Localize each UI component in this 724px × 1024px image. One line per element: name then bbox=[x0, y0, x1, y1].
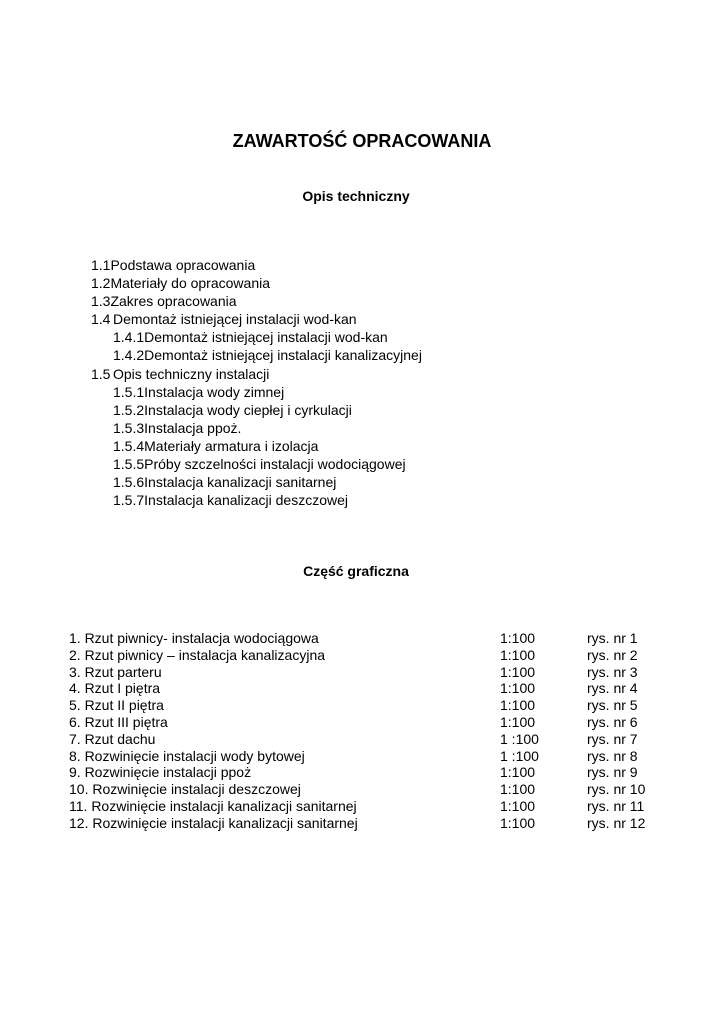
section-heading-graphic-part: Część graficzna bbox=[303, 563, 409, 579]
drawing-ref: rys. nr 4 bbox=[587, 680, 638, 697]
toc-item-text: Instalacja kanalizacji deszczowej bbox=[144, 492, 349, 509]
drawing-scale: 1:100 bbox=[500, 663, 536, 680]
page-title: ZAWARTOŚĆ OPRACOWANIA bbox=[232, 131, 492, 151]
drawing-scale: 1:100 bbox=[500, 630, 536, 646]
section-heading-technical-description: Opis techniczny bbox=[302, 188, 410, 204]
toc-item bbox=[0, 310, 724, 328]
drawing-ref: rys. nr 11 bbox=[587, 797, 645, 814]
toc-item-text: Demontaż istniejącej instalacji wod-kan bbox=[113, 311, 357, 328]
drawing-row bbox=[69, 680, 669, 697]
drawing-row bbox=[69, 714, 669, 731]
drawing-name: 9. Rozwinięcie instalacji ppoż bbox=[69, 764, 252, 781]
toc-item-number: 1.4.2 bbox=[113, 347, 145, 364]
toc-item-text: Próby szczelności instalacji wodociągowej bbox=[144, 456, 406, 473]
toc-item bbox=[0, 346, 724, 364]
drawing-scale: 1:100 bbox=[500, 713, 536, 730]
toc-item-number: 1.4 bbox=[91, 311, 111, 328]
toc-item-text: Opis techniczny instalacji bbox=[113, 365, 270, 382]
toc-item bbox=[0, 365, 724, 383]
drawing-ref: rys. nr 7 bbox=[587, 730, 638, 747]
toc-item bbox=[0, 491, 724, 509]
toc-item-number: 1.5.6 bbox=[113, 474, 145, 491]
drawing-ref: rys. nr 6 bbox=[587, 713, 638, 730]
drawing-row bbox=[69, 764, 669, 781]
toc-item-text: Materiały do opracowania bbox=[110, 275, 270, 292]
drawing-scale: 1:100 bbox=[500, 697, 536, 714]
drawing-scale: 1:100 bbox=[500, 680, 536, 697]
toc-item-text: Instalacja ppoż. bbox=[144, 419, 242, 436]
toc-item bbox=[0, 383, 724, 401]
toc-item bbox=[0, 401, 724, 419]
drawing-name: 10. Rozwinięcie instalacji deszczowej bbox=[69, 781, 301, 798]
drawing-scale: 1 :100 bbox=[500, 747, 539, 764]
toc-item-text: Materiały armatura i izolacja bbox=[144, 437, 319, 454]
drawing-row bbox=[69, 647, 669, 664]
drawing-row bbox=[69, 815, 669, 832]
drawing-scale: 1:100 bbox=[500, 814, 536, 831]
drawing-list bbox=[69, 630, 669, 832]
drawing-ref: rys. nr 9 bbox=[587, 764, 638, 781]
drawing-name: 5. Rzut II piętra bbox=[69, 697, 164, 714]
drawing-row bbox=[69, 748, 669, 765]
drawing-ref: rys. nr 2 bbox=[587, 646, 638, 663]
toc-item-number: 1.5.4 bbox=[113, 437, 145, 454]
drawing-row bbox=[69, 697, 669, 714]
drawing-name: 1. Rzut piwnicy- instalacja wodociągowa bbox=[69, 630, 319, 646]
toc-item bbox=[0, 292, 724, 310]
drawing-name: 8. Rozwinięcie instalacji wody bytowej bbox=[69, 747, 305, 764]
drawing-name: 6. Rzut III piętra bbox=[69, 713, 168, 730]
drawing-row bbox=[69, 731, 669, 748]
toc-item-number: 1.5.2 bbox=[113, 401, 145, 418]
toc-item bbox=[0, 328, 724, 346]
drawing-row bbox=[69, 664, 669, 681]
drawing-scale: 1 :100 bbox=[500, 730, 539, 747]
toc-item-text: Demontaż istniejącej instalacji kanalizacyjnej bbox=[144, 347, 422, 364]
drawing-row bbox=[69, 798, 669, 815]
toc-item-number: 1.2 bbox=[91, 275, 111, 292]
drawing-scale: 1:100 bbox=[500, 797, 536, 814]
toc-item-text: Instalacja wody zimnej bbox=[144, 383, 285, 400]
toc-item-number: 1.3 bbox=[91, 293, 111, 310]
toc-item-number: 1.1 bbox=[91, 257, 111, 273]
drawing-row bbox=[69, 781, 669, 798]
toc-item bbox=[0, 473, 724, 491]
drawing-ref: rys. nr 10 bbox=[587, 781, 646, 798]
drawing-name: 3. Rzut parteru bbox=[69, 663, 162, 680]
toc-item-number: 1.4.1 bbox=[113, 329, 145, 346]
toc-item-number: 1.5.3 bbox=[113, 419, 145, 436]
table-of-contents bbox=[0, 256, 724, 509]
drawing-name: 12. Rozwinięcie instalacji kanalizacji sanitarnej bbox=[69, 814, 358, 831]
drawing-scale: 1:100 bbox=[500, 781, 536, 798]
drawing-ref: rys. nr 12 bbox=[587, 814, 646, 831]
drawing-name: 11. Rozwinięcie instalacji kanalizacji sanitarnej bbox=[69, 797, 357, 814]
toc-item bbox=[0, 437, 724, 455]
toc-item-number: 1.5.5 bbox=[113, 456, 145, 473]
drawing-name: 2. Rzut piwnicy – instalacja kanalizacyjna bbox=[69, 646, 326, 663]
toc-item bbox=[0, 256, 724, 274]
toc-item bbox=[0, 455, 724, 473]
drawing-ref: rys. nr 1 bbox=[587, 630, 638, 646]
toc-item-text: Instalacja wody ciepłej i cyrkulacji bbox=[144, 401, 352, 418]
toc-item bbox=[0, 419, 724, 437]
toc-item-number: 1.5.1 bbox=[113, 383, 145, 400]
toc-item bbox=[0, 274, 724, 292]
toc-item-number: 1.5.7 bbox=[113, 492, 145, 509]
drawing-name: 7. Rzut dachu bbox=[69, 730, 156, 747]
toc-item-text: Demontaż istniejącej instalacji wod-kan bbox=[144, 329, 388, 346]
drawing-scale: 1:100 bbox=[500, 764, 536, 781]
toc-item-text: Zakres opracowania bbox=[110, 293, 237, 310]
toc-item-text: Instalacja kanalizacji sanitarnej bbox=[144, 474, 337, 491]
toc-item-text: Podstawa opracowania bbox=[110, 257, 256, 273]
drawing-scale: 1:100 bbox=[500, 646, 536, 663]
toc-item-number: 1.5 bbox=[91, 365, 111, 382]
drawing-ref: rys. nr 8 bbox=[587, 747, 638, 764]
drawing-name: 4. Rzut I piętra bbox=[69, 680, 161, 697]
drawing-ref: rys. nr 3 bbox=[587, 663, 638, 680]
drawing-ref: rys. nr 5 bbox=[587, 697, 638, 714]
drawing-row bbox=[69, 630, 669, 647]
